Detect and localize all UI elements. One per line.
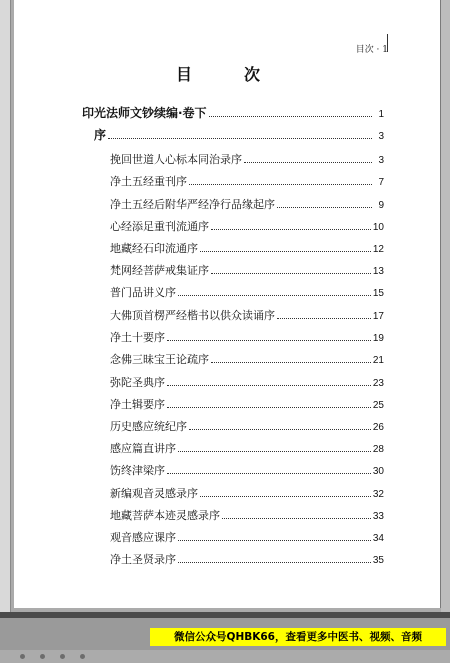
- toc-page-number: 9: [378, 200, 384, 211]
- toolbar-dot-icon[interactable]: [40, 654, 45, 659]
- toc-leader-dots: [222, 517, 371, 519]
- toc-leader-dots: [200, 495, 371, 497]
- toc-page-number: 34: [372, 533, 384, 544]
- toc-page-number: 23: [372, 378, 384, 389]
- toc-leader-dots: [277, 317, 371, 319]
- toc-entry[interactable]: [110, 485, 384, 505]
- toc-leader-dots: [189, 183, 372, 185]
- toc-entry[interactable]: [94, 126, 384, 146]
- toc-leader-dots: [178, 539, 371, 541]
- toolbar-dot-icon[interactable]: [60, 654, 65, 659]
- promo-banner: 微信公众号QHBK66，查看更多中医书、视频、音频: [150, 628, 446, 646]
- toc-leader-dots: [189, 428, 371, 430]
- toc-leader-dots: [209, 115, 372, 117]
- toc-entry[interactable]: [110, 551, 384, 571]
- toc-leader-dots: [178, 450, 371, 452]
- toc-leader-dots: [167, 339, 371, 341]
- toc-page-number: 13: [372, 266, 384, 277]
- toc-entry-title: 序: [94, 128, 107, 142]
- page-title: 目 次: [175, 65, 278, 84]
- toc-entry[interactable]: [110, 262, 384, 282]
- toc-page-number: 1: [378, 109, 384, 120]
- toolbar-icons-row: [20, 644, 440, 650]
- toc-entry[interactable]: [110, 440, 384, 460]
- toc-entry-title: 感应篇直讲序: [110, 442, 176, 455]
- toc-leader-dots: [211, 272, 371, 274]
- right-gutter[interactable]: [441, 0, 450, 612]
- toc-page-number: 7: [378, 177, 384, 188]
- toc-entry[interactable]: [110, 284, 384, 304]
- toc-entry-title: 大佛顶首楞严经楷书以供众读诵序: [110, 309, 275, 322]
- toc-entry[interactable]: [110, 196, 384, 216]
- toc-page-number: 26: [372, 422, 384, 433]
- toc-page-number: 21: [372, 355, 384, 366]
- toc-entry-title: 印光法师文钞续编·卷下: [82, 106, 207, 120]
- toc-entry-title: 地藏经石印流通序: [110, 242, 198, 255]
- toc-entry-title: 饬终津梁序: [110, 464, 165, 477]
- left-scroll-strip[interactable]: [0, 0, 11, 612]
- toc-entry-title: 念佛三昧宝王论疏序: [110, 353, 209, 366]
- toc-leader-dots: [211, 228, 371, 230]
- toc-entry-title: 观音感应课序: [110, 531, 176, 544]
- toc-page-number: 15: [372, 288, 384, 299]
- toc-page-number: 19: [372, 333, 384, 344]
- toc-entry[interactable]: [110, 329, 384, 349]
- toc-leader-dots: [244, 161, 372, 163]
- toc-entry-title: 新编观音灵感录序: [110, 487, 198, 500]
- toc-page-number: 28: [372, 444, 384, 455]
- toc-page-number: 3: [378, 131, 384, 142]
- toc-page-number: 25: [372, 400, 384, 411]
- toc-entry[interactable]: [110, 529, 384, 549]
- toc-entry-title: 普门品讲义序: [110, 286, 176, 299]
- toc-page-number: 12: [372, 244, 384, 255]
- toc-entry-title: 弥陀圣典序: [110, 376, 165, 389]
- toc-entry[interactable]: [110, 218, 384, 238]
- toc-page-number: 3: [378, 155, 384, 166]
- toc-entry-title: 地藏菩萨本迹灵感录序: [110, 509, 220, 522]
- toc-leader-dots: [200, 250, 371, 252]
- toc-entry[interactable]: [82, 104, 384, 124]
- toc-entry-title: 心经添足重刊流通序: [110, 220, 209, 233]
- document-page: [14, 0, 441, 608]
- toc-page-number: 33: [372, 511, 384, 522]
- toolbar-dot-icon[interactable]: [80, 654, 85, 659]
- toc-leader-dots: [277, 206, 372, 208]
- toc-entry-title: 挽回世道人心标本同治录序: [110, 153, 242, 166]
- toc-page-number: 30: [372, 466, 384, 477]
- toc-entry[interactable]: [110, 507, 384, 527]
- toc-entry[interactable]: [110, 351, 384, 371]
- toc-entry[interactable]: [110, 151, 384, 171]
- toc-page-number: 35: [372, 555, 384, 566]
- toc-leader-dots: [108, 137, 372, 139]
- toc-page-number: 32: [372, 489, 384, 500]
- toc-entry[interactable]: [110, 374, 384, 394]
- toc-entry-title: 净土圣贤录序: [110, 553, 176, 566]
- toc-entry-title: 梵网经菩萨戒集证序: [110, 264, 209, 277]
- toc-entry-title: 净土十要序: [110, 331, 165, 344]
- toc-leader-dots: [167, 472, 371, 474]
- toc-entry[interactable]: [110, 173, 384, 193]
- page-shadow-edge: [0, 612, 450, 618]
- toc-leader-dots: [178, 561, 371, 563]
- toc-entry[interactable]: [110, 240, 384, 260]
- toc-entry[interactable]: [110, 307, 384, 327]
- toc-leader-dots: [178, 294, 371, 296]
- toc-entry-title: 净土五经后附华严经净行品缘起序: [110, 198, 275, 211]
- running-head: 目次 · 1: [355, 45, 388, 55]
- toolbar-dot-icon[interactable]: [20, 654, 25, 659]
- toc-leader-dots: [211, 361, 371, 363]
- toc-leader-dots: [167, 384, 371, 386]
- toc-entry[interactable]: [110, 396, 384, 416]
- toc-entry-title: 净土五经重刊序: [110, 175, 187, 188]
- toc-entry-title: 净土辑要序: [110, 398, 165, 411]
- toc-entry[interactable]: [110, 418, 384, 438]
- toc-leader-dots: [167, 406, 371, 408]
- toc-page-number: 17: [372, 311, 384, 322]
- toc-entry[interactable]: [110, 462, 384, 482]
- toc-entry-title: 历史感应统纪序: [110, 420, 187, 433]
- toc-page-number: 10: [372, 222, 384, 233]
